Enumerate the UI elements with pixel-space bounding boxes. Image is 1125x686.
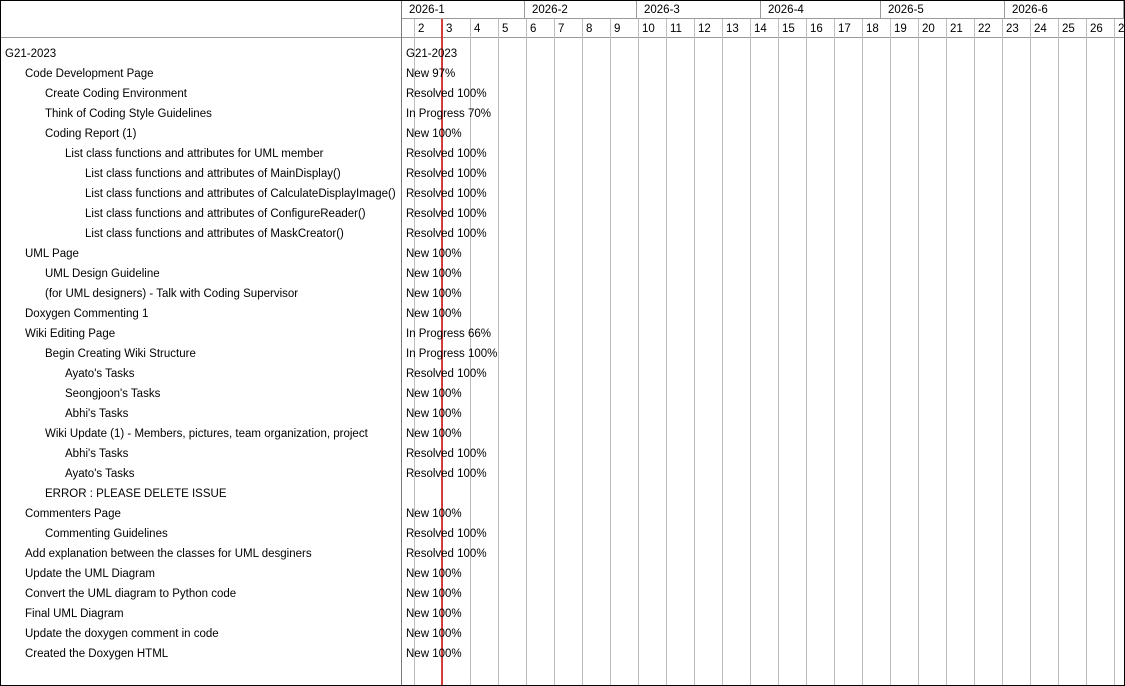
subject-column-header bbox=[1, 1, 401, 38]
issue-subject[interactable]: Wiki Update (1) - Members, pictures, team organization, project bbox=[45, 428, 368, 440]
issue-status-label: Resolved 100% bbox=[406, 168, 487, 180]
month-header: 2026-5 bbox=[881, 1, 1005, 19]
issue-row[interactable] bbox=[1, 144, 1124, 164]
week-header: 7 bbox=[558, 23, 565, 35]
week-header: 5 bbox=[502, 23, 509, 35]
issue-row[interactable] bbox=[1, 624, 1124, 644]
issue-status-label: New 100% bbox=[406, 268, 462, 280]
issue-subject[interactable]: Update the doxygen comment in code bbox=[25, 628, 219, 640]
issue-row[interactable] bbox=[1, 84, 1124, 104]
issue-status-label: In Progress 70% bbox=[406, 108, 492, 120]
issue-row[interactable] bbox=[1, 64, 1124, 84]
issue-row[interactable] bbox=[1, 304, 1124, 324]
issue-row[interactable] bbox=[1, 284, 1124, 304]
issue-row[interactable] bbox=[1, 44, 1124, 64]
issue-status-label: In Progress 66% bbox=[406, 328, 492, 340]
issue-subject[interactable]: Wiki Editing Page bbox=[25, 328, 116, 340]
month-header: 2026-6 bbox=[1005, 1, 1124, 19]
month-header: 2026-3 bbox=[637, 1, 761, 19]
issue-status-label: Resolved 100% bbox=[406, 208, 487, 220]
week-header: 26 bbox=[1090, 23, 1103, 35]
issue-status-label: New 100% bbox=[406, 628, 462, 640]
issue-status-label: Resolved 100% bbox=[406, 548, 487, 560]
week-header: 19 bbox=[894, 23, 907, 35]
issue-subject[interactable]: ERROR : PLEASE DELETE ISSUE bbox=[45, 488, 227, 500]
issue-row[interactable] bbox=[1, 344, 1124, 364]
month-header: 2026-1 bbox=[402, 1, 525, 19]
issue-row[interactable] bbox=[1, 524, 1124, 544]
month-header: 2026-4 bbox=[761, 1, 881, 19]
week-header: 16 bbox=[810, 23, 823, 35]
issue-subject[interactable]: List class functions and attributes for UML member bbox=[65, 148, 324, 160]
week-header: 15 bbox=[782, 23, 795, 35]
week-header: 17 bbox=[838, 23, 851, 35]
issue-status-label: In Progress 100% bbox=[406, 348, 498, 360]
issue-subject[interactable]: Convert the UML diagram to Python code bbox=[25, 588, 237, 600]
issue-subject[interactable]: Abhi's Tasks bbox=[65, 408, 129, 420]
issue-subject[interactable]: UML Page bbox=[25, 248, 79, 260]
week-header: 20 bbox=[922, 23, 935, 35]
issue-status-label: New 100% bbox=[406, 388, 462, 400]
issue-status-label: Resolved 100% bbox=[406, 448, 487, 460]
issue-row[interactable] bbox=[1, 504, 1124, 524]
issue-row[interactable] bbox=[1, 164, 1124, 184]
issue-subject[interactable]: List class functions and attributes of ConfigureReader() bbox=[85, 208, 366, 220]
issue-row[interactable] bbox=[1, 124, 1124, 144]
issue-subject[interactable]: Coding Report (1) bbox=[45, 128, 137, 140]
week-header: 8 bbox=[586, 23, 593, 35]
issue-row[interactable] bbox=[1, 544, 1124, 564]
week-header: 2 bbox=[1118, 23, 1125, 35]
issue-status-label: Resolved 100% bbox=[406, 148, 487, 160]
week-header: 11 bbox=[670, 23, 682, 35]
issue-row[interactable] bbox=[1, 384, 1124, 404]
issue-subject[interactable]: Seongjoon's Tasks bbox=[65, 388, 161, 400]
issue-row[interactable] bbox=[1, 364, 1124, 384]
issue-status-label: G21-2023 bbox=[406, 48, 458, 60]
issue-row[interactable] bbox=[1, 224, 1124, 244]
issue-row[interactable] bbox=[1, 324, 1124, 344]
issue-subject[interactable]: (for UML designers) - Talk with Coding Supervisor bbox=[45, 288, 299, 300]
issue-status-label: New 100% bbox=[406, 508, 462, 520]
issue-subject[interactable]: List class functions and attributes of MainDisplay() bbox=[85, 168, 341, 180]
week-header: 9 bbox=[614, 23, 621, 35]
issue-row[interactable] bbox=[1, 404, 1124, 424]
issue-status-label: New 100% bbox=[406, 588, 462, 600]
issue-row[interactable] bbox=[1, 104, 1124, 124]
week-header: 6 bbox=[530, 23, 537, 35]
issue-subject[interactable]: Think of Coding Style Guidelines bbox=[45, 108, 212, 120]
issue-row[interactable] bbox=[1, 464, 1124, 484]
week-header: 2 bbox=[418, 23, 425, 35]
issue-status-label: Resolved 100% bbox=[406, 228, 487, 240]
issue-subject[interactable]: Ayato's Tasks bbox=[65, 468, 135, 480]
issue-row[interactable] bbox=[1, 424, 1124, 444]
issue-status-label: Resolved 100% bbox=[406, 528, 487, 540]
issue-status-label: New 100% bbox=[406, 248, 462, 260]
issue-status-label: New 100% bbox=[406, 648, 462, 660]
issue-subject[interactable]: Doxygen Commenting 1 bbox=[25, 308, 149, 320]
week-header: 12 bbox=[698, 23, 711, 35]
week-header: 14 bbox=[754, 23, 767, 35]
issue-row[interactable] bbox=[1, 644, 1124, 664]
week-header: 18 bbox=[866, 23, 879, 35]
issue-status-label: New 100% bbox=[406, 608, 462, 620]
issue-subject[interactable]: Commenters Page bbox=[25, 508, 121, 520]
week-header: 21 bbox=[950, 23, 963, 35]
issue-subject[interactable]: UML Design Guideline bbox=[45, 268, 160, 280]
week-header: 22 bbox=[978, 23, 991, 35]
issue-status-label: Resolved 100% bbox=[406, 368, 487, 380]
issue-subject[interactable]: Abhi's Tasks bbox=[65, 448, 129, 460]
week-header: 13 bbox=[726, 23, 739, 35]
issue-status-label: New 100% bbox=[406, 288, 462, 300]
issue-status-label: New 97% bbox=[406, 68, 456, 80]
month-header: 2026-2 bbox=[525, 1, 637, 19]
issue-subject[interactable]: Commenting Guidelines bbox=[45, 528, 168, 540]
issue-status-label: Resolved 100% bbox=[406, 468, 487, 480]
issue-subject[interactable]: List class functions and attributes of MaskCreator() bbox=[85, 228, 344, 240]
issue-subject[interactable]: Update the UML Diagram bbox=[25, 568, 155, 580]
issue-subject[interactable]: Created the Doxygen HTML bbox=[25, 648, 169, 660]
timeline-header bbox=[402, 1, 1124, 38]
week-header: 4 bbox=[474, 23, 481, 35]
issue-subject[interactable]: Add explanation between the classes for UML desginers bbox=[25, 548, 312, 560]
issue-status-label: New 100% bbox=[406, 428, 462, 440]
issue-status-label: New 100% bbox=[406, 308, 462, 320]
issue-subject[interactable]: List class functions and attributes of CalculateDisplayImage() bbox=[85, 188, 396, 200]
issue-row[interactable] bbox=[1, 584, 1124, 604]
issue-status-label: Resolved 100% bbox=[406, 188, 487, 200]
issue-subject[interactable]: Ayato's Tasks bbox=[65, 368, 135, 380]
issue-row[interactable] bbox=[1, 244, 1124, 264]
issue-status-label: New 100% bbox=[406, 568, 462, 580]
issue-subject[interactable]: Final UML Diagram bbox=[25, 608, 124, 620]
issue-row[interactable] bbox=[1, 604, 1124, 624]
issue-status-label: New 100% bbox=[406, 408, 462, 420]
issue-status-label: New 100% bbox=[406, 128, 462, 140]
issue-status-label: Resolved 100% bbox=[406, 88, 487, 100]
issue-row[interactable] bbox=[1, 484, 1124, 504]
week-header: 23 bbox=[1006, 23, 1019, 35]
issue-row[interactable] bbox=[1, 264, 1124, 284]
week-header: 24 bbox=[1034, 23, 1047, 35]
issue-row[interactable] bbox=[1, 184, 1124, 204]
week-header: 10 bbox=[642, 23, 655, 35]
issue-subject[interactable]: Begin Creating Wiki Structure bbox=[45, 348, 196, 360]
issue-row[interactable] bbox=[1, 444, 1124, 464]
issue-row[interactable] bbox=[1, 204, 1124, 224]
issue-subject[interactable]: Create Coding Environment bbox=[45, 88, 187, 100]
issue-row[interactable] bbox=[1, 564, 1124, 584]
week-header: 3 bbox=[446, 23, 453, 35]
week-header: 25 bbox=[1062, 23, 1075, 35]
issue-subject[interactable]: Code Development Page bbox=[25, 68, 154, 80]
issue-subject[interactable]: G21-2023 bbox=[5, 48, 57, 60]
